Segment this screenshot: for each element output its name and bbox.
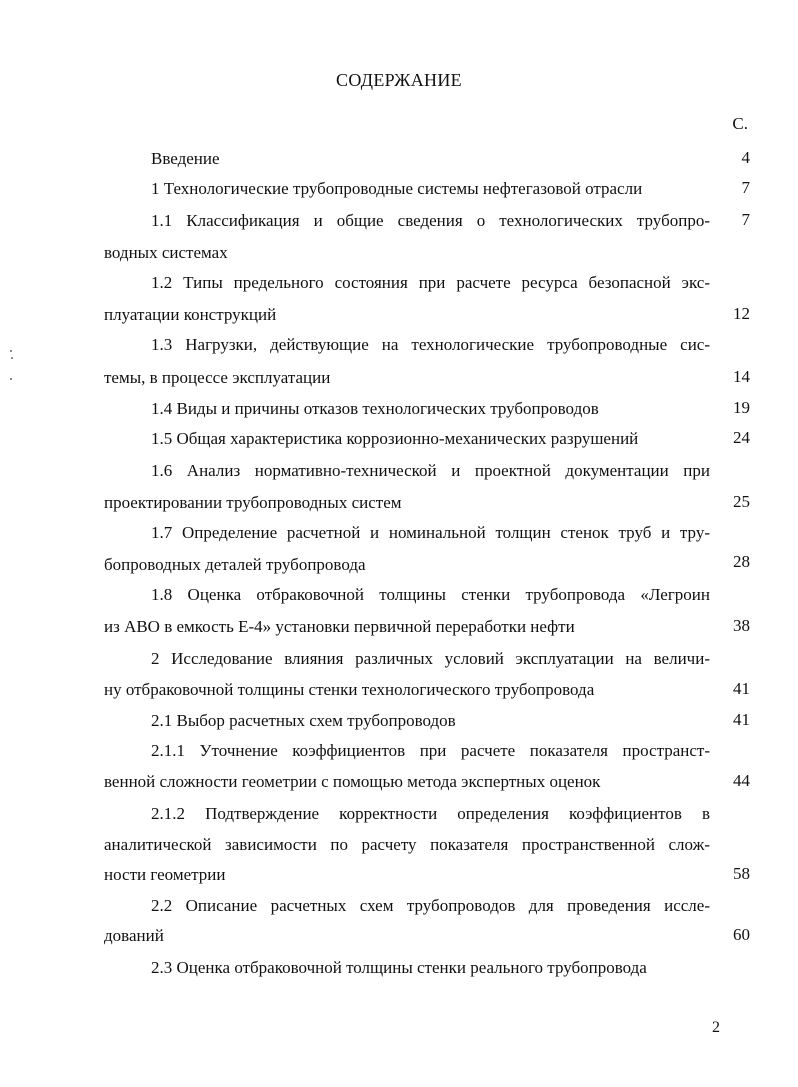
toc-page-number: 38 xyxy=(733,616,750,635)
toc-entry-line: ну отбраковочной толщины стенки технологического трубопровода xyxy=(104,680,595,699)
toc-entry-line: 2.3 Оценка отбраковочной толщины стенки реального трубопровода xyxy=(151,958,647,977)
page-column-label: С. xyxy=(732,114,748,133)
toc-page-number: 41 xyxy=(733,679,750,698)
page-title: СОДЕРЖАНИЕ xyxy=(336,70,462,90)
toc-entry-line: плуатации конструкций xyxy=(104,305,277,324)
scan-speck xyxy=(11,357,13,359)
toc-page-number: 14 xyxy=(733,367,750,386)
toc-entry-line: из АВО в емкость Е-4» установки первичной переработки нефти xyxy=(104,617,575,636)
toc-page-number: 58 xyxy=(733,864,750,883)
toc-entry-line: аналитической зависимости по расчету показателя пространственной слож- xyxy=(104,835,710,854)
toc-entry-line: венной сложности геометрии с помощью метода экспертных оценок xyxy=(104,772,601,791)
toc-page-number: 44 xyxy=(733,771,750,790)
toc-entry-line: 2.1.2 Подтверждение корректности определения коэффициентов в xyxy=(151,804,710,823)
toc-page-number: 28 xyxy=(733,552,750,571)
toc-entry-line: 1.8 Оценка отбраковочной толщины стенки трубопровода «Легроин xyxy=(151,585,710,604)
toc-entry-line: 1.2 Типы предельного состояния при расчете ресурса безопасной экс- xyxy=(151,273,710,292)
footer-page-number: 2 xyxy=(712,1019,720,1036)
toc-entry-line: 1.4 Виды и причины отказов технологических трубопроводов xyxy=(151,399,599,418)
toc-entry-line: 1.7 Определение расчетной и номинальной толщин стенок труб и тру- xyxy=(151,523,710,542)
toc-entry-line: бопроводных деталей трубопровода xyxy=(104,555,366,574)
toc-entry-line: 2.1 Выбор расчетных схем трубопроводов xyxy=(151,711,456,730)
toc-entry-line: 1.5 Общая характеристика коррозионно-механических разрушений xyxy=(151,429,639,448)
toc-entry-line: ности геометрии xyxy=(104,865,226,884)
toc-entry-line: Введение xyxy=(151,149,220,168)
toc-entry-line: дований xyxy=(104,926,164,945)
toc-page-number: 7 xyxy=(741,210,750,229)
toc-entry-line: 1 Технологические трубопроводные системы нефтегазовой отрасли xyxy=(151,179,643,198)
scan-speck xyxy=(10,350,12,352)
toc-entry-line: 1.6 Анализ нормативно-технической и проектной документации при xyxy=(151,461,710,480)
scan-speck xyxy=(10,378,12,380)
toc-entry-line: проектировании трубопроводных систем xyxy=(104,493,402,512)
toc-entry-line: темы, в процессе эксплуатации xyxy=(104,368,331,387)
toc-entry-line: 2.2 Описание расчетных схем трубопроводов для проведения иссле- xyxy=(151,896,710,915)
toc-page-number: 12 xyxy=(733,304,750,323)
toc-entry-line: 1.1 Классификация и общие сведения о технологических трубопро- xyxy=(151,211,710,230)
toc-page-number: 19 xyxy=(733,398,750,417)
toc-entry-line: 1.3 Нагрузки, действующие на технологические трубопроводные сис- xyxy=(151,335,710,354)
toc-entry-line: водных системах xyxy=(104,243,228,262)
toc-entry-line: 2 Исследование влияния различных условий эксплуатации на величи- xyxy=(151,649,710,668)
toc-page-number: 25 xyxy=(733,492,750,511)
toc-page-number: 60 xyxy=(733,925,750,944)
toc-page-number: 4 xyxy=(741,148,750,167)
toc-entry-line: 2.1.1 Уточнение коэффициентов при расчете показателя пространст- xyxy=(151,741,710,760)
toc-page-number: 7 xyxy=(741,178,750,197)
toc-page-number: 24 xyxy=(733,428,750,447)
toc-page-number: 41 xyxy=(733,710,750,729)
